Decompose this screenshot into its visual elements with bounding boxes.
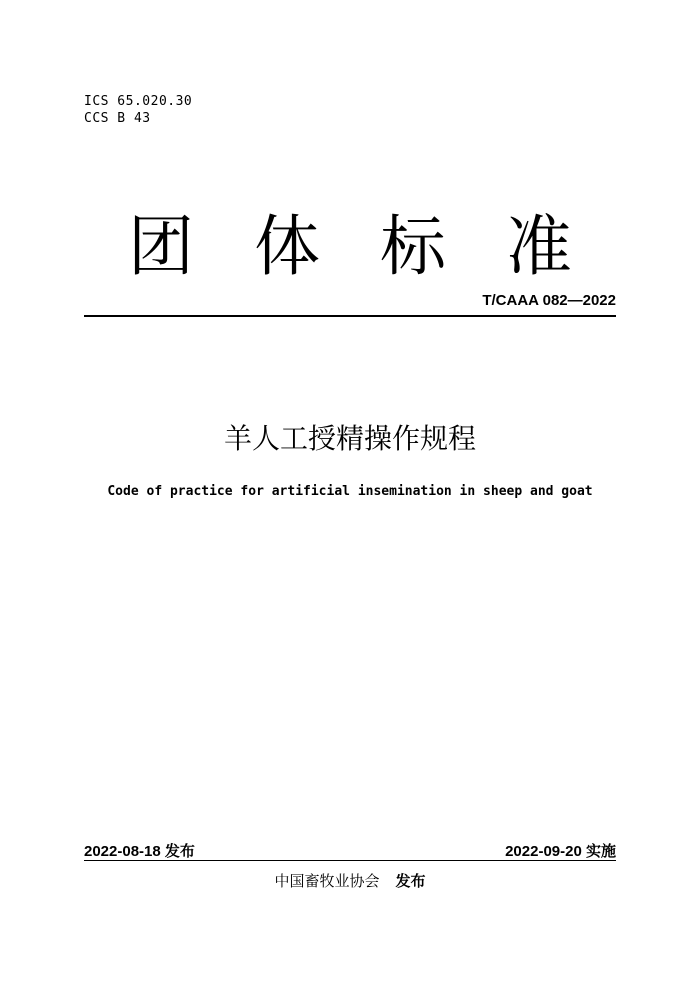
classification-codes xyxy=(84,93,192,127)
bottom-divider xyxy=(84,860,616,861)
heading-char-2: 体 xyxy=(254,207,320,285)
heading-char-1: 团 xyxy=(128,207,194,285)
standard-number: T/CAAA 082—2022 xyxy=(482,292,616,309)
publisher-organization: 中国畜牧业协会 xyxy=(274,872,380,890)
heading-char-4: 准 xyxy=(506,207,572,285)
document-title-en: Code of practice for artificial insemination in sheep and goat xyxy=(107,484,593,499)
standard-type-heading xyxy=(84,200,616,285)
heading-char-3: 标 xyxy=(380,207,446,285)
document-title-cn: 羊人工授精操作规程 xyxy=(223,422,476,455)
implementation-date: 2022-09-20 实施 xyxy=(505,843,616,860)
issue-date: 2022-08-18 发布 xyxy=(84,843,195,860)
publisher-action: 发布 xyxy=(395,872,426,890)
top-divider xyxy=(84,315,616,317)
publisher-line xyxy=(0,870,700,891)
ccs-code: CCS B 43 xyxy=(84,111,151,126)
ics-code: ICS 65.020.30 xyxy=(84,94,193,109)
